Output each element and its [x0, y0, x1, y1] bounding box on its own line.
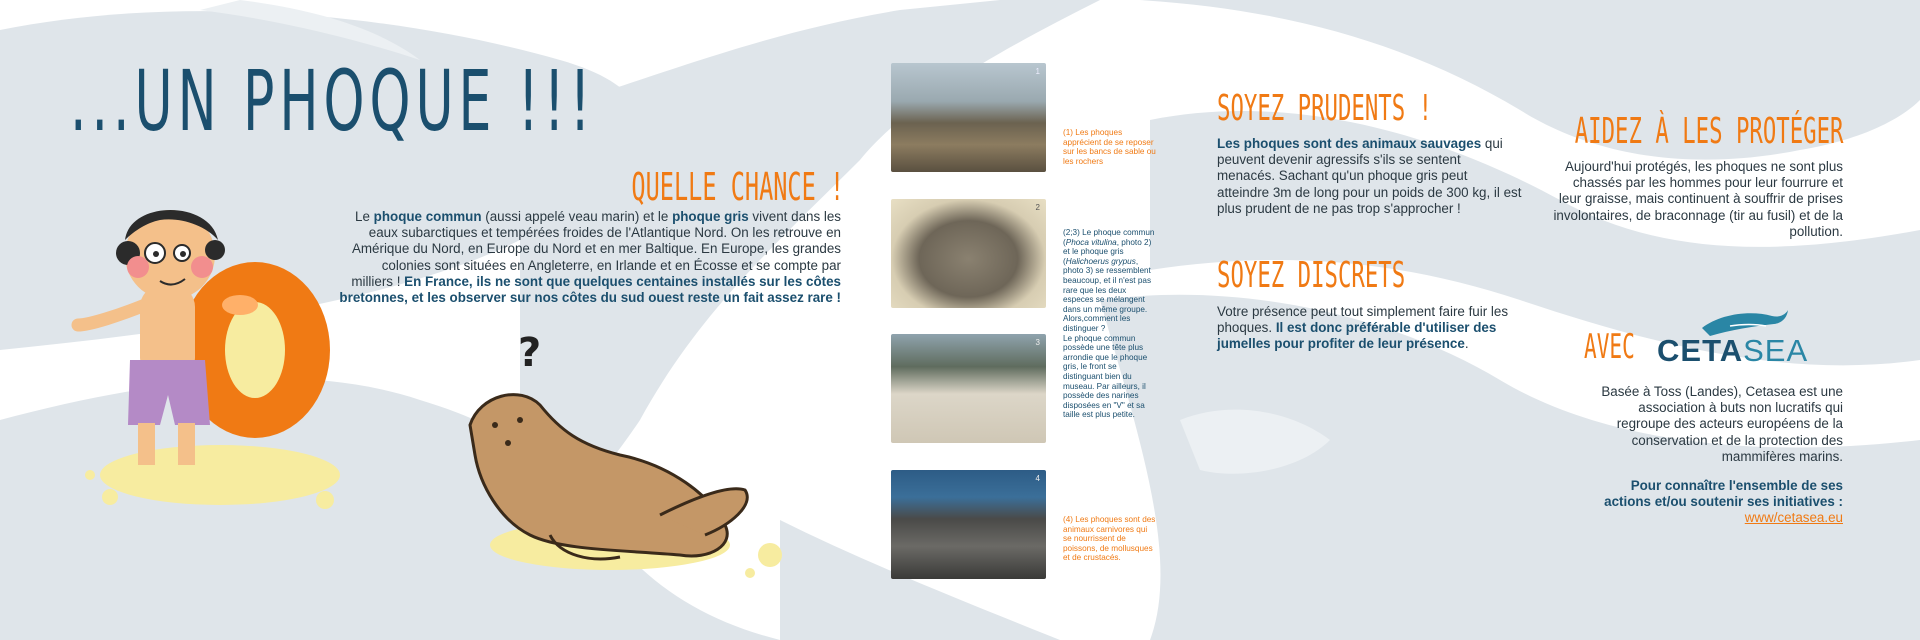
page-title: ...UN PHOQUE !!! — [70, 52, 596, 150]
photo-number: 3 — [1035, 338, 1040, 347]
prudents-heading: SOYEZ PRUDENTS ! — [1217, 88, 1433, 129]
photo-common-seal — [891, 199, 1046, 308]
proteger-paragraph: Aujourd'hui protégés, les phoques ne sont plus chassés par les hommes pour leur fourrure et leur graisse, mais continuent à souffrir de prises involontaires, de braconnage (tir au fusil) et de la pollution. — [1553, 159, 1843, 239]
cetasea-website-link[interactable]: www/cetasea.eu — [1744, 510, 1843, 525]
discrets-heading: SOYEZ DISCRETS — [1217, 255, 1406, 296]
photo-seals-on-rocks — [891, 63, 1046, 172]
photo-number: 4 — [1035, 474, 1040, 483]
photo-seal-eating — [891, 470, 1046, 579]
photo-grey-seal — [891, 334, 1046, 443]
question-mark: ? — [518, 330, 542, 376]
cetasea-paragraph: Basée à Toss (Landes), Cetasea est une association à buts non lucratifs qui regroupe des acteurs européens de la conservation et de la protection des mammifères marins. — [1601, 384, 1843, 464]
photo-number: 2 — [1035, 203, 1040, 212]
discrets-paragraph: Votre présence peut tout simplement faire fuir les phoques. Il est donc préférable d'utiliser des jumelles pour profiter de leur présence. — [1217, 304, 1509, 352]
chance-heading: QUELLE CHANCE ! — [631, 165, 844, 209]
photo-number: 1 — [1035, 67, 1040, 76]
child-with-float-illustration — [70, 195, 340, 515]
proteger-heading: AIDEZ À LES PROTÉGER — [1574, 111, 1843, 152]
intro-paragraph: Le phoque commun (aussi appelé veau marin) et le phoque gris vivent dans les eaux subarctiques et tempérées froides de l'Atlantique Nord. On les retrouve en Amérique du Nord, en Europe du Nord et en mer Baltique. En Europe, les grandes colonies sont situées en Angleterre, en Irlande et en Écosse et se compte par milliers ! En France, ils ne sont que quelques centaines installés sur les côtes bretonnes, et les observer sur nos côtes du sud ouest reste un fait assez rare ! — [339, 209, 841, 306]
cetasea-logo: CETASEA — [1657, 333, 1809, 368]
photo-caption-4: (4) Les phoques sont des animaux carnivores qui se nourrissent de poissons, de mollusques et de crustacés. — [1063, 515, 1156, 563]
photo-caption-1: (1) Les phoques apprécient de se reposer sur les bancs de sable ou les rochers — [1063, 128, 1156, 166]
cetasea-support-text: Pour connaître l'ensemble de ses actions et/ou soutenir ses initiatives : — [1604, 478, 1843, 510]
avec-label: AVEC — [1584, 327, 1635, 367]
prudents-paragraph: Les phoques sont des animaux sauvages qui peuvent devenir agressifs s'ils se sentent menacés. Sachant qu'un phoque gris peut atteindre 3m de long pour un poids de 300 kg, il est plus prudent de ne pas trop s'approcher ! — [1217, 136, 1522, 216]
seal-cartoon-illustration — [460, 385, 790, 580]
photo-caption-2-3: (2;3) Le phoque commun (Phoca vitulina, photo 2) et le phoque gris (Halichoerus grypus, photo 3) se ressemblent beaucoup, et il n'est pas rare que les deux especes se mélangent dans un même groupe. Alors,comment les distinguer ? Le phoque commun possède une tête plus arrondie que le phoque gris, le front se distinguant bien du museau. Par ailleurs, il possède des narines disposées en "V" et sa taille est plus petite. — [1063, 228, 1155, 420]
